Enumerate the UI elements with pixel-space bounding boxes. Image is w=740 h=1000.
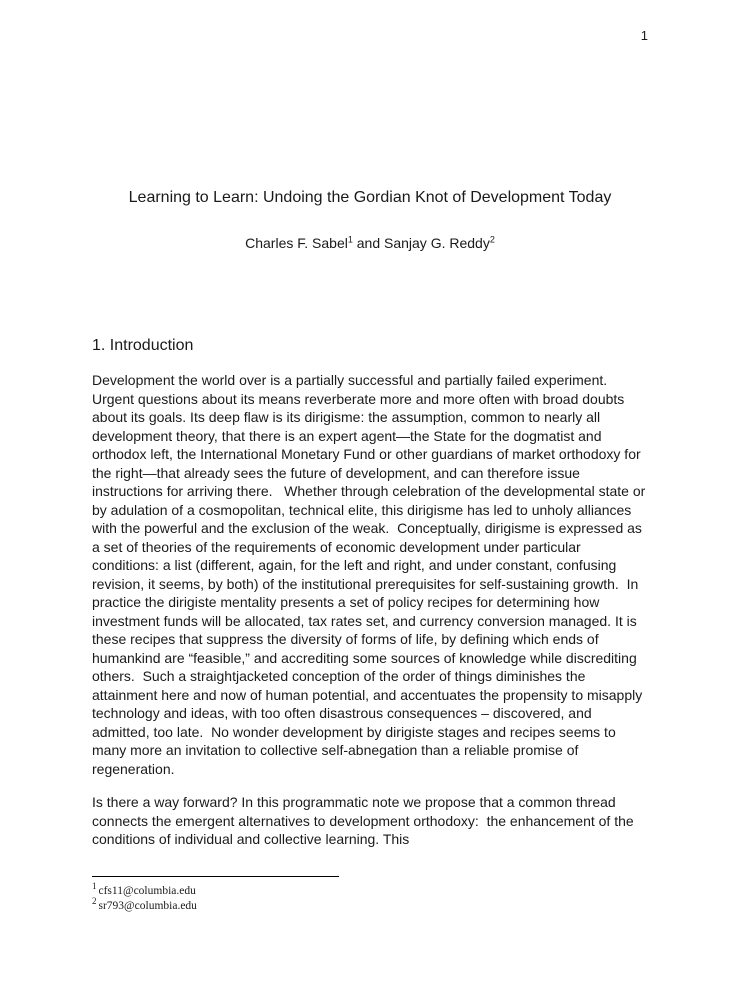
author-2-footnote-marker: 2 — [489, 234, 495, 245]
footnote-2 — [92, 896, 648, 914]
section-heading-introduction: 1. Introduction — [92, 337, 194, 354]
footnote-separator-rule — [92, 876, 339, 877]
author-1-footnote-marker: 1 — [347, 234, 353, 245]
body-paragraph-2: Is there a way forward? In this programmatic note we propose that a common thread connects the emergent alternatives to development orthodoxy: the enhancement of the conditions of individual and collective learning. This — [92, 794, 638, 847]
footnote-2-text: sr793@columbia.edu — [98, 900, 197, 912]
footnote-area — [92, 876, 648, 914]
author-1: Charles F. Sabel — [245, 235, 348, 251]
footnote-2-marker: 2 — [92, 896, 97, 907]
page-number: 1 — [640, 28, 648, 43]
footnote-1-text: cfs11@columbia.edu — [98, 885, 196, 897]
footnote-1-marker: 1 — [92, 881, 97, 892]
authors-line — [92, 234, 648, 252]
author-2: and Sanjay G. Reddy — [352, 235, 490, 251]
footnote-1 — [92, 881, 648, 899]
body-paragraph-1: Development the world over is a partially successful and partially failed experiment. Urgent questions about its means reverberate more and more often with broad doubts about its goals. Its deep flaw is its dirigisme: the assumption, common to nearly all development theory, that there is an expert agent—the State for the dogmatist and orthodox left, the International Monetary Fund or other guardians of market orthodoxy for the right—that already sees the future of development, and can therefore issue instructions for arriving there. Whether through celebration of the developmental state or by adulation of a cosmopolitan, technical elite, this dirigisme has led to unholy alliances with the powerful and the exclusion of the weak. Conceptually, dirigisme is expressed as a set of theories of the requirements of economic development under particular conditions: a list (different, again, for the left and right, and under constant, confusing revision, it seems, by both) of the institutional prerequisites for self-sustaining growth. In practice the dirigiste mentality presents a set of policy recipes for determining how investment funds will be allocated, tax rates set, and currency conversion managed. It is these recipes that suppress the diversity of forms of life, by defining which ends of humankind are “feasible,” and accrediting some sources of knowledge while discrediting others. Such a straightjacketed conception of the order of things diminishes the attainment here and now of human potential, and accentuates the propensity to misapply technology and ideas, with too often disastrous consequences – discovered, and admitted, too late. No wonder development by dirigiste stages and recipes seems to many more an invitation to collective self-abnegation than a reliable promise of regeneration. — [92, 372, 650, 777]
paper-title: Learning to Learn: Undoing the Gordian Knot of Development Today — [128, 189, 612, 206]
